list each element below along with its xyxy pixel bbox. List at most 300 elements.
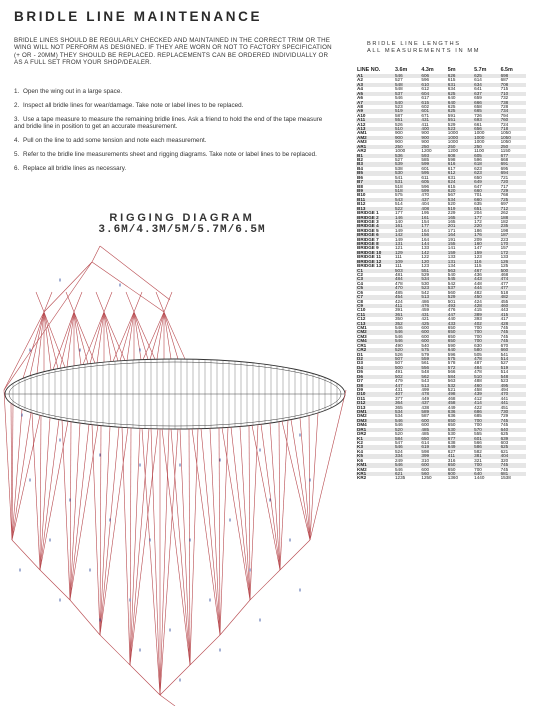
length-cell: 615	[447, 78, 456, 83]
line-number-cell: A5	[356, 92, 394, 96]
length-cell: 563	[447, 379, 456, 384]
line-number-cell: A3	[356, 83, 394, 87]
step-number: 2.	[14, 101, 20, 109]
length-cell: 546	[395, 423, 403, 428]
length-cell: 201	[447, 224, 473, 228]
length-cell: 900	[395, 140, 403, 145]
bridle-line	[104, 292, 112, 312]
length-cell: 608	[447, 154, 473, 158]
line-number-cell: BRIDGE 13	[357, 264, 382, 269]
length-cell: 694	[500, 171, 526, 175]
line-number-cell: B3	[356, 162, 394, 166]
length-cell: 1440	[474, 476, 485, 481]
length-cell: 745	[500, 463, 526, 467]
length-cell: 600	[421, 326, 430, 331]
length-cell: 170	[500, 242, 526, 246]
length-cell: 529	[421, 272, 430, 277]
length-cell: 575	[447, 357, 473, 361]
length-cell: 605	[473, 154, 499, 158]
length-cell: 548	[421, 370, 430, 375]
bridle-line	[164, 312, 185, 359]
length-cell: 650	[420, 437, 446, 441]
length-cell: 650	[447, 339, 473, 343]
length-cell: 728	[500, 104, 509, 109]
length-cell: 534	[447, 198, 473, 202]
length-cell: 572	[447, 366, 473, 370]
length-cell: 600	[420, 330, 446, 334]
line-number-cell: KM2	[357, 467, 367, 472]
bridle-line	[40, 420, 59, 570]
step-text: Pull on the line to add some tension and note each measurement.	[23, 136, 207, 144]
length-cell: 441	[500, 396, 509, 401]
line-number-cell: B6	[357, 175, 363, 180]
length-cell: 600	[420, 419, 446, 423]
length-cell: 621	[394, 472, 420, 476]
length-cell: 580	[473, 348, 499, 352]
length-cell: 404	[421, 202, 430, 207]
length-cell: 600	[421, 423, 430, 428]
length-cell: 641	[474, 87, 482, 92]
length-cell: 250	[394, 145, 420, 149]
length-cell: 523	[447, 127, 473, 131]
length-cell: 596	[421, 78, 430, 83]
length-cell: 1200	[447, 149, 459, 154]
line-number-cell: D3	[357, 361, 363, 366]
length-cell: 522	[394, 207, 420, 211]
line-number-cell: A2	[357, 78, 363, 83]
line-number-cell: C12	[357, 317, 366, 322]
length-cell: 474	[500, 277, 526, 281]
length-cell: 745	[500, 334, 509, 339]
length-cell: 530	[394, 171, 420, 175]
length-cell: 650	[474, 175, 482, 180]
bridle-length-table	[356, 67, 526, 481]
length-cell: 519	[447, 207, 473, 211]
length-cell: 443	[500, 308, 509, 313]
line-number-cell: C2	[357, 272, 363, 277]
length-cell: 551	[394, 118, 420, 122]
line-number-cell: K5	[356, 454, 394, 458]
bridle-line	[130, 665, 160, 695]
bridle-line	[12, 540, 40, 570]
length-cell: 443	[473, 277, 499, 281]
length-cell: 529	[447, 295, 473, 299]
length-cell: 177	[473, 216, 499, 220]
column-header: 6.5m	[500, 67, 513, 73]
bridle-line	[40, 418, 50, 570]
length-cell: 502	[394, 375, 420, 379]
line-number-cell: C3	[356, 277, 394, 281]
length-cell: 519	[500, 366, 526, 370]
bridle-line	[100, 635, 130, 665]
length-cell: 612	[447, 171, 473, 175]
diagram-title: RIGGING DIAGRAM	[109, 212, 255, 224]
bridle-line	[270, 423, 280, 570]
length-cell: 578	[447, 361, 456, 366]
bridle-line	[189, 429, 190, 665]
length-cell: 546	[395, 326, 403, 331]
bridle-line	[37, 312, 44, 374]
length-cell: 518	[394, 189, 420, 193]
length-cell: 235	[500, 224, 526, 228]
bridle-line	[12, 413, 31, 540]
length-cell: 109	[394, 260, 420, 264]
length-cell: 484	[394, 277, 420, 281]
bridle-line	[150, 312, 164, 359]
length-cell: 165	[447, 216, 473, 220]
length-cell: 468	[447, 396, 456, 401]
length-cell: 700	[473, 330, 499, 334]
length-cell: 485	[421, 432, 430, 437]
bridle-line	[32, 413, 40, 570]
length-cell: 587	[421, 414, 430, 419]
length-cell: 681	[500, 472, 526, 476]
length-cell: 1000	[473, 136, 499, 140]
length-cell: 421	[421, 317, 430, 322]
length-cell: 440	[447, 317, 456, 322]
length-cell: 700	[473, 419, 499, 423]
line-number-cell: A4	[357, 87, 363, 92]
length-cell: 134	[447, 264, 456, 269]
length-cell: 310	[421, 458, 430, 463]
length-cell: 477	[500, 286, 526, 290]
length-cell: 417	[500, 317, 509, 322]
length-cell: 320	[500, 458, 509, 463]
length-cell: 685	[474, 414, 482, 419]
line-number-cell: D12	[356, 401, 394, 405]
length-cell: 693	[473, 118, 499, 122]
length-cell: 334	[394, 454, 420, 458]
step-item	[14, 102, 332, 110]
length-cell: 458	[474, 387, 482, 392]
length-cell: 560	[420, 472, 446, 476]
bridle-line	[12, 409, 22, 540]
length-cell: 547	[395, 441, 403, 446]
length-cell: 1050	[500, 131, 511, 136]
line-number-cell: CR2	[356, 348, 394, 352]
length-cell: 660	[473, 198, 499, 202]
bridle-line	[192, 429, 220, 635]
length-cell: 422	[474, 405, 482, 410]
bridle-line	[12, 415, 40, 540]
length-cell: 636	[447, 410, 473, 414]
step-item	[14, 137, 332, 145]
length-cell: 154	[421, 219, 430, 224]
length-cell: 321	[474, 458, 482, 463]
length-cell: 458	[447, 401, 473, 405]
line-number-cell: A10	[357, 113, 366, 118]
length-cell: 121	[395, 246, 403, 251]
length-cell: 513	[420, 384, 446, 388]
length-cell: 630	[474, 343, 482, 348]
line-number-cell: C11	[356, 313, 394, 317]
length-cell: 665	[473, 109, 499, 113]
bridle-line	[160, 665, 190, 695]
line-number-cell: C6	[357, 290, 363, 295]
line-number-cell: B10	[357, 193, 366, 198]
length-cell: 391	[395, 308, 403, 313]
step-text: Refer to the bridle line measurements sheet and rigging diagrams. Take note or label lines to be replaced.	[23, 150, 317, 158]
line-number-cell: BRIDGE 9	[357, 246, 379, 251]
length-cell: 626	[447, 74, 473, 78]
length-cell: 172	[500, 251, 526, 255]
length-cell: 598	[447, 158, 456, 163]
length-cell: 614	[474, 78, 482, 83]
length-cell: 488	[474, 379, 482, 384]
length-cell: 438	[421, 405, 430, 410]
length-cell: 133	[421, 246, 430, 251]
length-cell: 514	[395, 202, 403, 207]
instruction-list	[14, 88, 332, 178]
length-cell: 601	[420, 109, 446, 113]
line-number-cell: AR2	[357, 149, 367, 154]
line-number-cell: B12	[357, 202, 366, 207]
length-cell: 660	[500, 348, 526, 352]
length-cell: 415	[500, 313, 526, 317]
length-cell: 468	[500, 272, 509, 277]
bridle-line	[162, 429, 190, 665]
length-cell: 111	[395, 255, 402, 260]
line-number-cell: KM1	[356, 463, 394, 467]
bridle-line	[134, 292, 142, 312]
length-cell: 520	[395, 432, 403, 437]
length-cell: 566	[447, 370, 456, 375]
length-cell: 524	[395, 449, 403, 454]
bridle-line	[23, 312, 44, 378]
length-cell: 147	[474, 246, 482, 251]
line-number-cell: D11	[357, 396, 366, 401]
length-cell: 541	[395, 175, 403, 180]
bridle-line	[66, 292, 74, 312]
step-text: Open the wing out in a large space.	[23, 88, 123, 95]
length-cell: 490	[395, 343, 403, 348]
length-cell: 732	[500, 96, 509, 101]
line-number-cell: CR1	[357, 343, 367, 348]
length-cell: 745	[500, 423, 509, 428]
length-cell: 540	[421, 343, 430, 348]
length-cell: 575	[395, 193, 403, 198]
length-cell: 600	[420, 339, 446, 343]
length-cell: 721	[500, 175, 509, 180]
length-cell: 534	[394, 410, 420, 414]
length-cell: 485	[395, 290, 403, 295]
line-number-cell: D2	[356, 357, 394, 361]
length-cell: 250	[473, 145, 499, 149]
length-cell: 111	[395, 264, 402, 269]
line-number-cell: DM2	[357, 414, 367, 419]
length-cell: 519	[394, 109, 420, 113]
table-subheading: ALL MEASUREMENTS IN MM	[367, 48, 481, 54]
length-cell: 1100	[474, 149, 485, 154]
length-cell: 625	[473, 74, 499, 78]
length-cell: 177	[395, 211, 403, 216]
length-cell: 157	[500, 246, 509, 251]
table-row	[356, 476, 526, 480]
length-cell: 625	[447, 92, 473, 96]
length-cell: 527	[500, 361, 509, 366]
bridle-line	[130, 429, 158, 665]
length-cell: 700	[474, 334, 482, 339]
length-cell: 428	[473, 304, 499, 308]
length-cell: 729	[500, 189, 526, 193]
length-cell: 487	[474, 361, 482, 366]
step-text: Replace all bridle lines as necessary.	[23, 164, 127, 172]
line-number-cell: DM3	[356, 419, 394, 423]
length-cell: 1235	[395, 476, 406, 481]
length-cell: 710	[500, 92, 526, 96]
line-number-cell: DM4	[357, 423, 367, 428]
line-number-cell: BRIDGE 10	[356, 251, 394, 255]
length-cell: 606	[420, 74, 446, 78]
line-number-cell: DM1	[356, 410, 394, 414]
length-cell: 548	[394, 83, 420, 87]
length-cell: 601	[421, 166, 430, 171]
length-cell: 537	[394, 92, 420, 96]
length-cell: 560	[447, 290, 456, 295]
length-cell: 745	[500, 339, 526, 343]
line-number-cell: AM2	[356, 136, 394, 140]
length-cell: 596	[447, 352, 456, 357]
bridle-line	[100, 426, 101, 635]
length-cell: 447	[447, 313, 473, 317]
length-cell: 250	[500, 145, 526, 149]
length-cell: 539	[394, 162, 420, 166]
length-cell: 431	[420, 313, 446, 317]
length-cell: 518	[500, 290, 509, 295]
line-number-cell: A12	[357, 122, 366, 127]
length-cell: 1000	[447, 131, 459, 136]
length-cell: 617	[447, 166, 456, 171]
length-cell: 708	[500, 83, 526, 87]
step-number: 1.	[14, 88, 20, 95]
bridle-line	[190, 635, 220, 665]
length-cell: 439	[473, 392, 499, 396]
length-cell: 610	[420, 83, 446, 87]
column-header: LINE NO.	[357, 67, 381, 73]
length-cell: 495	[500, 384, 526, 388]
length-cell: 491	[395, 370, 403, 375]
line-number-cell: CM3	[357, 334, 367, 339]
length-cell: 176	[473, 233, 499, 237]
length-cell: 229	[447, 211, 456, 216]
line-number-cell: B1	[356, 154, 394, 158]
line-number-cell: D8	[356, 384, 394, 388]
length-cell: 400	[420, 127, 446, 131]
length-cell: 454	[394, 295, 420, 299]
bridle-line	[157, 312, 164, 359]
step-text: Inspect all bridle lines for wear/damage. Take note or label lines to be replaced.	[23, 101, 244, 109]
length-cell: 584	[447, 375, 473, 379]
length-cell: 599	[420, 189, 446, 193]
length-cell: 530	[421, 281, 430, 286]
line-number-cell: D10	[356, 392, 394, 396]
bridle-line	[220, 600, 250, 635]
line-number-cell: C9	[356, 304, 394, 308]
length-cell: 131	[394, 242, 420, 246]
bridle-line	[40, 416, 41, 570]
length-cell: 523	[500, 379, 509, 384]
length-cell: 638	[447, 441, 456, 446]
length-cell: 470	[421, 193, 430, 198]
length-cell: 589	[420, 410, 446, 414]
length-cell: 503	[394, 269, 420, 273]
length-cell: 745	[500, 326, 509, 331]
length-cell: 620	[447, 189, 473, 193]
length-cell: 686	[473, 410, 499, 414]
length-cell: 172	[474, 219, 482, 224]
length-cell: 760	[500, 118, 526, 122]
length-cell: 618	[473, 162, 499, 166]
length-cell: 449	[447, 405, 456, 410]
length-cell: 412	[474, 396, 482, 401]
length-cell: 600	[447, 472, 473, 476]
length-cell: 542	[447, 281, 456, 286]
bridle-line	[160, 695, 175, 706]
length-cell: 204	[474, 211, 482, 216]
length-cell: 411	[421, 122, 429, 127]
length-cell: 518	[395, 184, 403, 189]
length-cell: 1000	[474, 131, 485, 136]
length-cell: 494	[500, 387, 509, 392]
bridle-line	[44, 262, 92, 312]
length-cell: 596	[421, 184, 430, 189]
line-number-cell: DR2	[357, 432, 367, 437]
length-cell: 520	[447, 202, 456, 207]
length-cell: 161	[394, 224, 420, 228]
length-cell: 625	[500, 445, 526, 449]
length-cell: 567	[447, 193, 456, 198]
line-number-cell: C7	[356, 295, 394, 299]
length-cell: 450	[473, 295, 499, 299]
length-cell: 543	[421, 379, 430, 384]
length-cell: 160	[473, 242, 499, 246]
length-cell: 414	[473, 401, 499, 405]
length-cell: 478	[420, 392, 446, 396]
bridle-line	[70, 423, 80, 600]
length-cell: 537	[447, 286, 473, 290]
bridle-line	[310, 413, 318, 540]
length-cell: 546	[394, 330, 420, 334]
length-cell: 614	[421, 441, 430, 446]
length-cell: 700	[474, 423, 482, 428]
length-cell: 140	[395, 219, 403, 224]
length-cell: 717	[500, 184, 509, 189]
length-cell: 900	[421, 140, 430, 145]
length-cell: 724	[500, 122, 509, 127]
length-cell: 510	[394, 127, 420, 131]
length-cell: 624	[447, 180, 473, 184]
length-cell: 122	[421, 255, 430, 260]
line-number-cell: A8	[357, 104, 363, 109]
bridle-line	[130, 428, 140, 665]
length-cell: 631	[447, 175, 456, 180]
bridle-line	[164, 312, 171, 359]
bridle-line	[126, 292, 134, 312]
length-cell: 611	[421, 175, 429, 180]
length-cell: 615	[447, 184, 456, 189]
length-cell: 482	[474, 290, 482, 295]
length-cell: 520	[394, 348, 420, 352]
page-title: BRIDLE LINE MAINTENANCE	[14, 9, 263, 24]
length-cell: 530	[447, 432, 456, 437]
bridle-line	[120, 312, 134, 361]
length-cell: 650	[447, 419, 473, 423]
length-cell: 627	[447, 449, 456, 454]
length-cell: 1000	[447, 140, 459, 145]
bridle-line	[100, 427, 119, 635]
length-cell: 730	[500, 410, 526, 414]
length-cell: 1050	[500, 136, 526, 140]
